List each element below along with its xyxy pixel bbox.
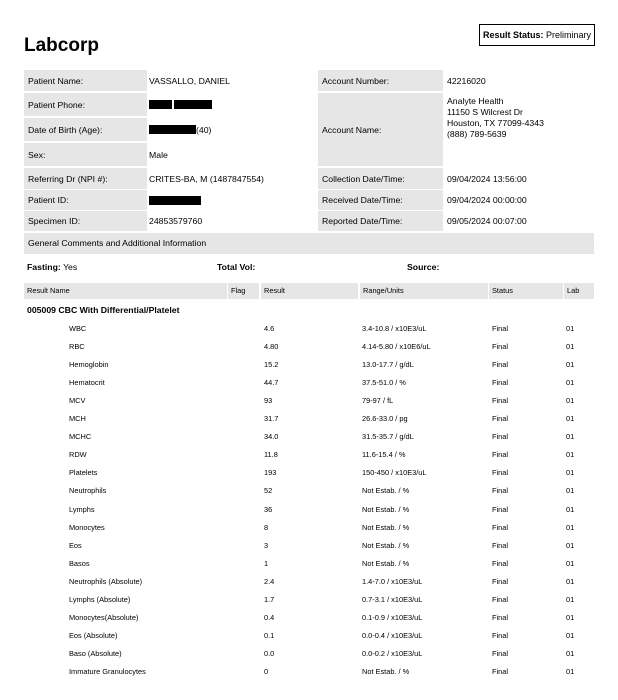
result-name: WBC — [69, 324, 87, 333]
specimen-id-value: 24853579760 — [149, 216, 203, 226]
result-range: 3.4-10.8 / x10E3/uL — [362, 324, 427, 333]
result-status: Final — [492, 576, 509, 586]
result-lab: 01 — [566, 360, 575, 370]
result-status: Final — [492, 630, 509, 640]
table-row — [0, 555, 618, 573]
result-name: Neutrophils (Absolute) — [69, 576, 143, 586]
fasting-info — [27, 262, 77, 272]
result-name: Lymphs — [69, 504, 95, 514]
column-header-result: Result — [261, 283, 358, 299]
result-value: 3 — [264, 540, 269, 550]
result-lab: 01 — [566, 414, 575, 424]
table-row — [0, 573, 618, 591]
patient-age: (40) — [196, 124, 212, 135]
result-range: 1.4-7.0 / x10E3/uL — [362, 576, 423, 586]
table-row — [0, 645, 618, 663]
result-name: Hemoglobin — [69, 360, 109, 370]
result-lab: 01 — [566, 630, 575, 640]
account-address-line: 11150 S Wilcrest Dr — [447, 107, 523, 117]
fasting-value: Yes — [63, 262, 78, 272]
result-status: Final — [492, 666, 509, 676]
result-status: Final — [492, 612, 509, 622]
panel-title: 005009 CBC With Differential/Platelet — [27, 305, 180, 315]
result-value: 4.6 — [264, 324, 275, 333]
result-value: 52 — [264, 486, 273, 496]
result-value: 4.80 — [264, 342, 279, 352]
column-header-lab: Lab — [564, 283, 594, 299]
result-range: 0.0-0.4 / x10E3/uL — [362, 630, 423, 640]
result-name: Neutrophils — [69, 486, 107, 496]
comments-header: General Comments and Additional Information — [24, 233, 594, 254]
result-lab: 01 — [566, 324, 575, 333]
patient-phone-label: Patient Phone: — [24, 93, 147, 116]
result-range: Not Estab. / % — [362, 522, 410, 532]
result-range: 37.5-51.0 / % — [362, 378, 406, 388]
result-name: Hematocrit — [69, 378, 105, 388]
column-header-range: Range/Units — [360, 283, 488, 299]
result-lab: 01 — [566, 504, 575, 514]
received-date-label: Received Date/Time: — [318, 190, 443, 210]
result-status: Final — [492, 450, 509, 460]
table-row — [0, 320, 618, 338]
result-lab: 01 — [566, 666, 575, 676]
total-vol-info — [217, 262, 255, 272]
result-lab: 01 — [566, 576, 575, 586]
result-lab: 01 — [566, 450, 575, 460]
collection-date-label: Collection Date/Time: — [318, 168, 443, 189]
table-row — [0, 338, 618, 356]
table-row — [0, 446, 618, 464]
patient-id-label: Patient ID: — [24, 190, 147, 210]
sex-label: Sex: — [24, 143, 147, 166]
account-name-value — [443, 96, 593, 166]
result-lab: 01 — [566, 540, 575, 550]
result-range: 0.7-3.1 / x10E3/uL — [362, 594, 423, 604]
table-row — [0, 537, 618, 555]
dob-label: Date of Birth (Age): — [24, 118, 147, 141]
result-status-box — [479, 24, 595, 46]
result-value: 0.1 — [264, 630, 275, 640]
result-status: Final — [492, 324, 509, 333]
result-status: Final — [492, 540, 509, 550]
sex-value: Male — [149, 149, 168, 160]
result-range: 13.0-17.7 / g/dL — [362, 360, 414, 370]
patient-name-label: Patient Name: — [24, 70, 147, 91]
result-lab: 01 — [566, 468, 575, 478]
result-lab: 01 — [566, 432, 575, 442]
result-value: 2.4 — [264, 576, 275, 586]
table-row — [0, 392, 618, 410]
table-row — [0, 482, 618, 500]
result-status: Final — [492, 504, 509, 514]
result-status-value: Preliminary — [546, 30, 592, 40]
result-range: 4.14-5.80 / x10E6/uL — [362, 342, 431, 352]
brand-logo-text: Labcorp — [24, 35, 99, 56]
source-label: Source: — [407, 262, 440, 272]
result-lab: 01 — [566, 648, 575, 658]
result-name: Baso (Absolute) — [69, 648, 122, 658]
result-status: Final — [492, 342, 509, 352]
result-name: Eos (Absolute) — [69, 630, 118, 640]
result-name: Monocytes(Absolute) — [69, 612, 139, 622]
table-row — [0, 410, 618, 428]
table-row — [0, 663, 618, 681]
result-lab: 01 — [566, 522, 575, 532]
result-value: 15.2 — [264, 360, 279, 370]
column-header-name: Result Name — [24, 283, 227, 299]
result-status: Final — [492, 522, 509, 532]
result-range: Not Estab. / % — [362, 666, 410, 676]
result-range: Not Estab. / % — [362, 540, 410, 550]
result-range: Not Estab. / % — [362, 558, 410, 568]
result-status: Final — [492, 396, 509, 406]
result-range: 79-97 / fL — [362, 396, 394, 406]
table-row — [0, 428, 618, 446]
result-name: Lymphs (Absolute) — [69, 594, 131, 604]
result-value: 11.8 — [264, 450, 278, 460]
table-row — [0, 356, 618, 374]
table-row — [0, 519, 618, 537]
referring-dr-label: Referring Dr (NPI #): — [24, 168, 147, 189]
account-number-label: Account Number: — [318, 70, 443, 91]
result-name: Immature Granulocytes — [69, 666, 146, 676]
result-value: 36 — [264, 504, 273, 514]
result-name: MCHC — [69, 432, 92, 442]
result-lab: 01 — [566, 486, 575, 496]
account-city-line: Houston, TX 77099-4343 — [447, 118, 544, 128]
fasting-label: Fasting: — [27, 262, 61, 272]
result-range: 26.6-33.0 / pg — [362, 414, 408, 424]
patient-name-value: VASSALLO, DANIEL — [149, 75, 230, 86]
table-row — [0, 374, 618, 392]
result-name: Basos — [69, 558, 90, 568]
result-value: 1 — [264, 558, 269, 568]
result-status: Final — [492, 414, 509, 424]
account-phone-line: (888) 789-5639 — [447, 129, 507, 139]
result-name: MCV — [69, 396, 86, 406]
result-status: Final — [492, 558, 509, 568]
collection-date-value: 09/04/2024 13:56:00 — [447, 173, 527, 184]
result-range: 0.1-0.9 / x10E3/uL — [362, 612, 423, 622]
table-row — [0, 464, 618, 482]
column-header-status: Status — [489, 283, 563, 299]
result-value: 44.7 — [264, 378, 279, 388]
result-range: 0.0-0.2 / x10E3/uL — [362, 648, 423, 658]
reported-date-value: 09/05/2024 00:07:00 — [447, 216, 527, 226]
table-row — [0, 627, 618, 645]
result-status: Final — [492, 360, 509, 370]
result-status: Final — [492, 594, 509, 604]
redaction-bar — [174, 100, 212, 109]
result-value: 1.7 — [264, 594, 275, 604]
result-status: Final — [492, 648, 509, 658]
result-value: 93 — [264, 396, 273, 406]
specimen-id-label: Specimen ID: — [24, 211, 147, 231]
patient-id-value — [145, 190, 315, 210]
result-value: 0.0 — [264, 648, 275, 658]
source-info — [407, 262, 439, 272]
result-value: 34.0 — [264, 432, 279, 442]
account-number-value: 42216020 — [447, 75, 486, 86]
patient-phone-value — [145, 93, 315, 116]
result-value: 8 — [264, 522, 269, 532]
result-range: 150-450 / x10E3/uL — [362, 468, 427, 478]
result-range: 11.6-15.4 / % — [362, 450, 406, 460]
result-lab: 01 — [566, 594, 575, 604]
result-name: Platelets — [69, 468, 98, 478]
total-vol-label: Total Vol: — [217, 262, 256, 272]
result-range: Not Estab. / % — [362, 486, 410, 496]
result-status: Final — [492, 378, 509, 388]
result-status: Final — [492, 468, 509, 478]
reported-date-label: Reported Date/Time: — [318, 211, 443, 231]
table-row — [0, 501, 618, 519]
result-name: RDW — [69, 450, 87, 460]
result-lab: 01 — [566, 396, 575, 406]
table-row — [0, 609, 618, 627]
result-name: MCH — [69, 414, 86, 424]
result-value: 0.4 — [264, 612, 275, 622]
redaction-bar — [149, 196, 201, 205]
result-status-label: Result Status: — [482, 30, 544, 40]
referring-dr-value: CRITES-BA, M (1487847554) — [149, 173, 264, 184]
result-name: RBC — [69, 342, 85, 352]
result-status: Final — [492, 432, 509, 442]
redaction-bar — [149, 100, 172, 109]
dob-value — [145, 118, 315, 141]
result-range: 31.5-35.7 / g/dL — [362, 432, 414, 442]
result-range: Not Estab. / % — [362, 504, 410, 514]
received-date-value: 09/04/2024 00:00:00 — [447, 195, 527, 205]
result-name: Monocytes — [69, 522, 105, 532]
result-name: Eos — [69, 540, 82, 550]
result-lab: 01 — [566, 612, 575, 622]
result-lab: 01 — [566, 378, 575, 388]
account-name-label: Account Name: — [318, 93, 443, 166]
table-row — [0, 591, 618, 609]
result-value: 31.7 — [264, 414, 279, 424]
column-header-flag: Flag — [228, 283, 259, 299]
result-status: Final — [492, 486, 509, 496]
result-lab: 01 — [566, 558, 575, 568]
result-value: 193 — [264, 468, 277, 478]
redaction-bar — [149, 125, 196, 134]
result-value: 0 — [264, 666, 269, 676]
result-lab: 01 — [566, 342, 575, 352]
account-name-line: Analyte Health — [447, 96, 504, 106]
